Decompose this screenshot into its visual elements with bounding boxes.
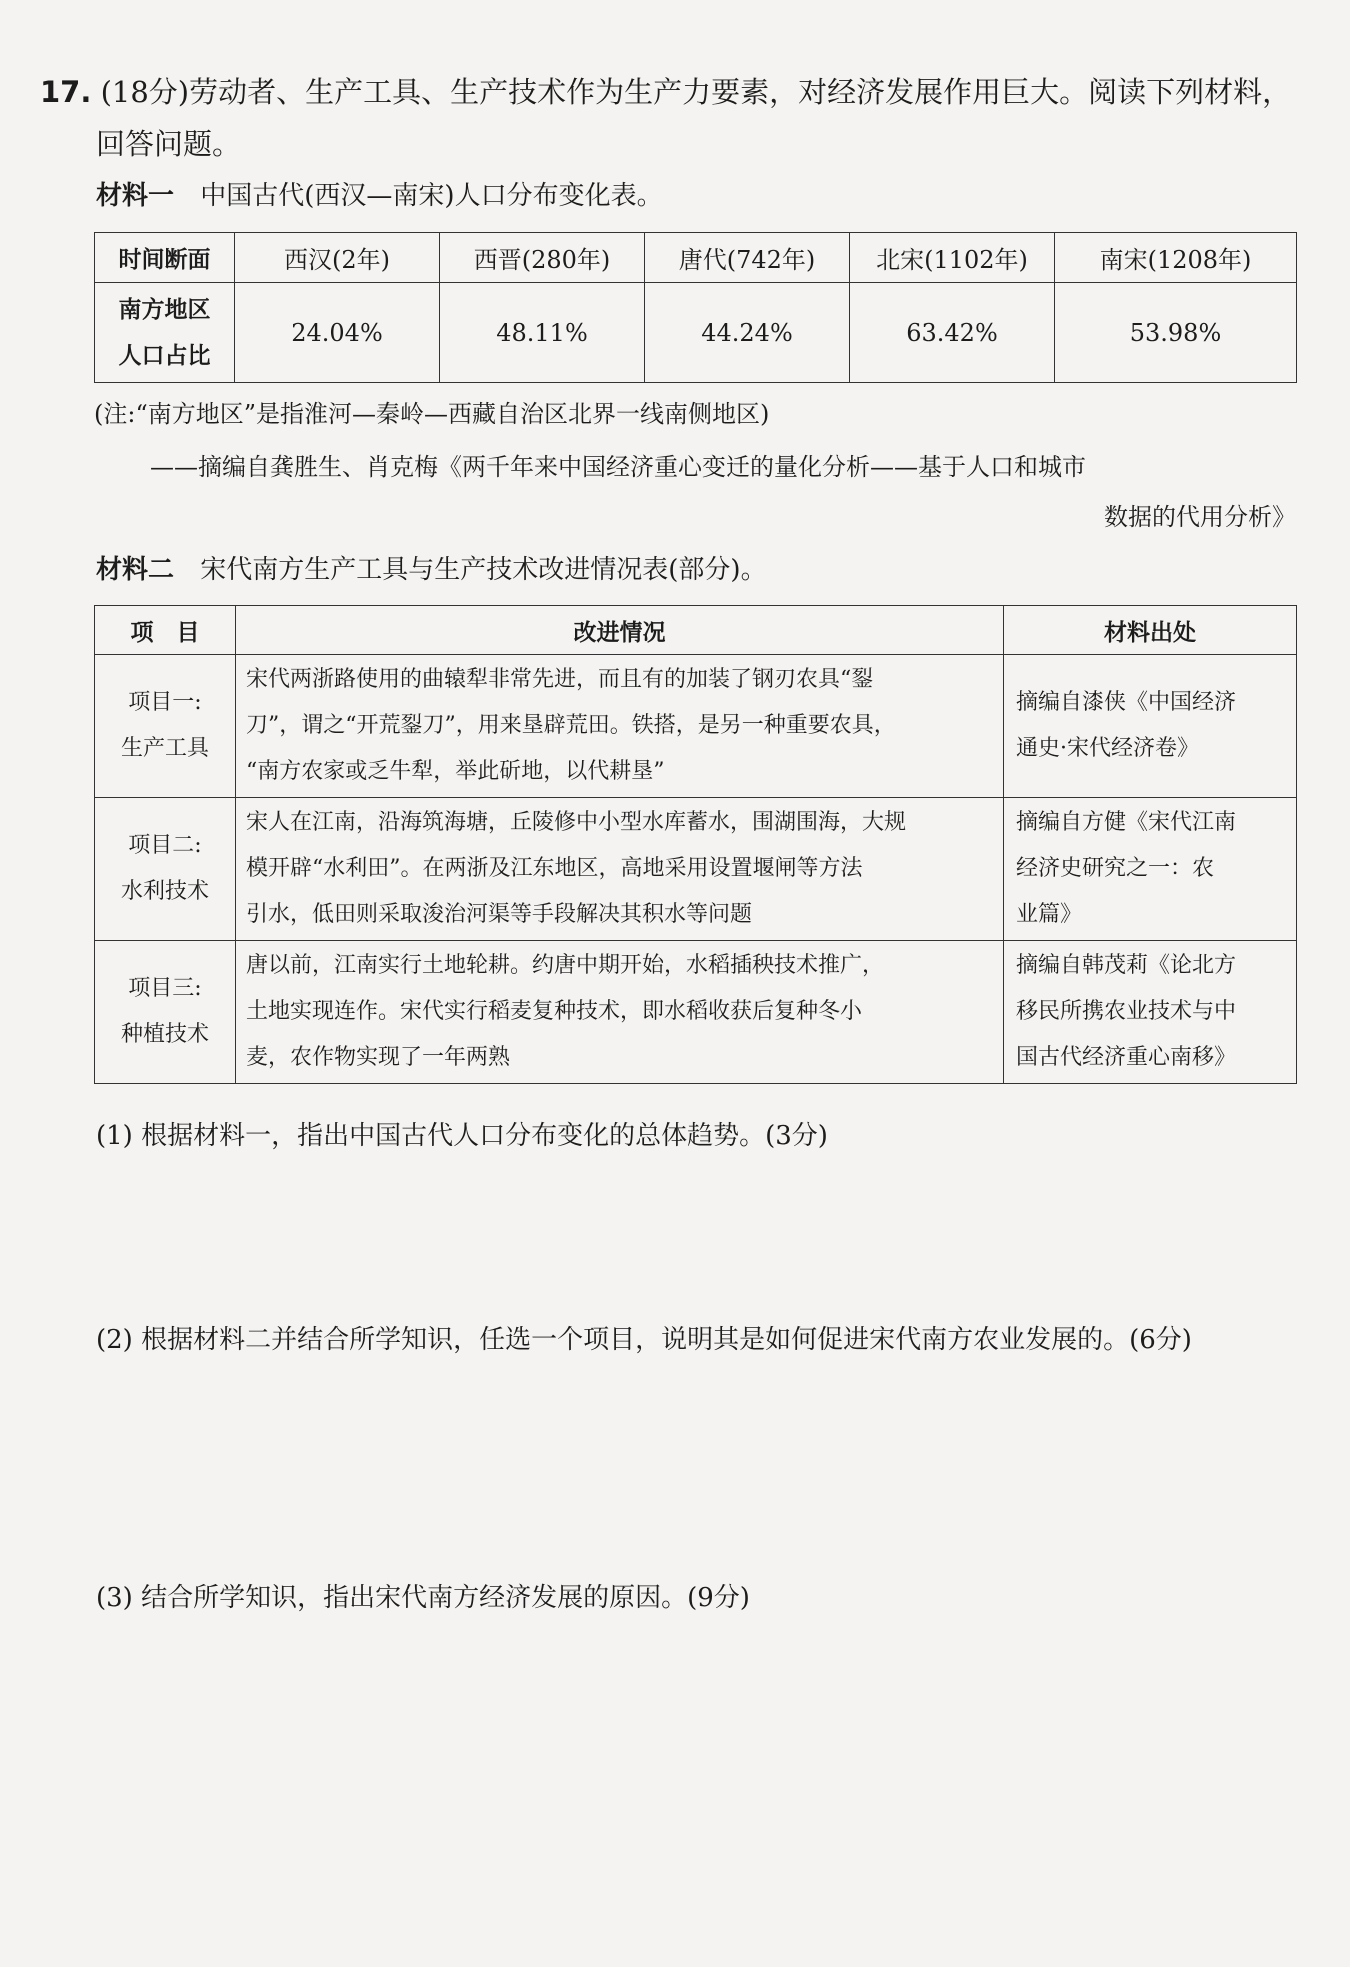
material1-source-line2: 数据的代用分析》 [1104, 503, 1296, 531]
sub-question-3: (3) 结合所学知识，指出宋代南方经济发展的原因。(9分) [96, 1583, 750, 1613]
material2-title: 材料二 宋代南方生产工具与生产技术改进情况表(部分)。 [96, 555, 767, 585]
source-cell: 摘编自漆侠《中国经济 通史·宋代经济卷》 [1004, 655, 1297, 798]
material2-label: 材料二 [96, 555, 175, 585]
period-cell: 唐代(742年) [645, 233, 850, 283]
question-number: 17. [40, 75, 92, 109]
period-cell: 西汉(2年) [235, 233, 440, 283]
material1-source-line1: ——摘编自龚胜生、肖克梅《两千年来中国经济重心变迁的量化分析——基于人口和城市 [150, 453, 1086, 481]
item-cell: 项目一: 生产工具 [95, 655, 236, 798]
question-intro-line1: 17. (18分)劳动者、生产工具、生产技术作为生产力要素，对经济发展作用巨大。阅读下列材料， [40, 75, 1292, 109]
table-row [95, 233, 1297, 283]
share-cell: 48.11% [440, 283, 645, 383]
item-cell: 项目三: 种植技术 [95, 941, 236, 1084]
header-item: 项 目 [95, 606, 236, 655]
period-cell: 西晋(280年) [440, 233, 645, 283]
sub-question-2: (2) 根据材料二并结合所学知识，任选一个项目，说明其是如何促进宋代南方农业发展的。(6分) [96, 1325, 1192, 1355]
source-cell: 摘编自韩茂莉《论北方 移民所携农业技术与中 国古代经济重心南移》 [1004, 941, 1297, 1084]
share-cell: 24.04% [235, 283, 440, 383]
table-row [95, 798, 1297, 941]
table-row [95, 655, 1297, 798]
item-cell: 项目二: 水利技术 [95, 798, 236, 941]
sub-question-1: (1) 根据材料一，指出中国古代人口分布变化的总体趋势。(3分) [96, 1121, 828, 1151]
table-row [95, 941, 1297, 1084]
header-improvement: 改进情况 [236, 606, 1004, 655]
population-table [94, 232, 1297, 383]
material1-note: (注:“南方地区”是指淮河—秦岭—西藏自治区北界一线南侧地区) [94, 400, 770, 428]
share-cell: 63.42% [850, 283, 1055, 383]
improvement-cell: 唐以前，江南实行土地轮耕。约唐中期开始，水稻插秧技术推广， 土地实现连作。宋代实行稻麦复种技术，即水稻收获后复种冬小 麦，农作物实现了一年两熟 [236, 941, 1004, 1084]
material1-title: 材料一 中国古代(西汉—南宋)人口分布变化表。 [96, 181, 663, 211]
period-cell: 北宋(1102年) [850, 233, 1055, 283]
material1-label: 材料一 [96, 181, 175, 211]
row-header-share: 南方地区 人口占比 [95, 283, 235, 383]
share-cell: 44.24% [645, 283, 850, 383]
period-cell: 南宋(1208年) [1055, 233, 1297, 283]
header-source: 材料出处 [1004, 606, 1297, 655]
share-cell: 53.98% [1055, 283, 1297, 383]
improvement-cell: 宋代两浙路使用的曲辕犁非常先进，而且有的加装了钢刃农具“銐 刀”，谓之“开荒銐刀”，用来垦辟荒田。铁搭，是另一种重要农具， “南方农家或乏牛犁，举此斫地，以代耕垦” [236, 655, 1004, 798]
improvements-table [94, 605, 1297, 1084]
row-header-period: 时间断面 [95, 233, 235, 283]
table-row [95, 283, 1297, 383]
source-cell: 摘编自方健《宋代江南 经济史研究之一：农 业篇》 [1004, 798, 1297, 941]
question-intro-line2: 回答问题。 [96, 127, 242, 161]
improvement-cell: 宋人在江南，沿海筑海塘，丘陵修中小型水库蓄水，围湖围海，大规 模开辟“水利田”。在两浙及江东地区，高地采用设置堰闸等方法 引水，低田则采取浚治河渠等手段解决其积水等问题 [236, 798, 1004, 941]
table-header-row [95, 606, 1297, 655]
